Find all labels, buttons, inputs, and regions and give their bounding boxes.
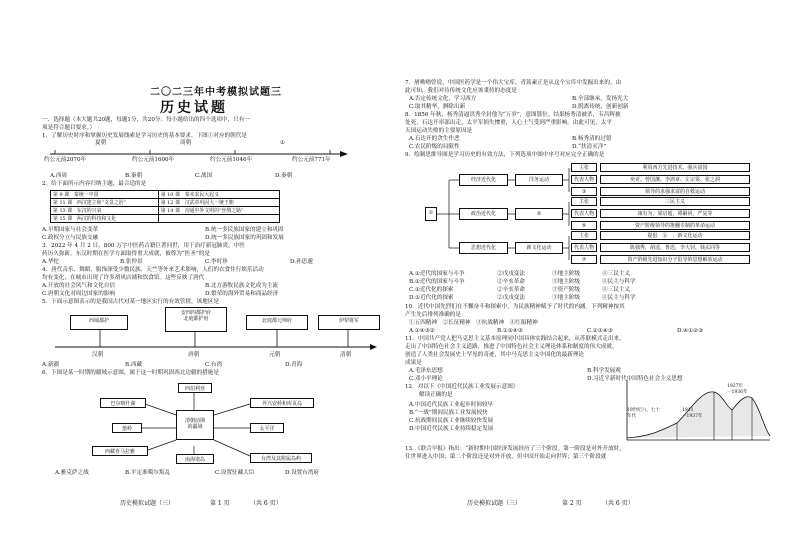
q2-cell: 第 9 课 秦统一中国: [51, 191, 159, 199]
q9-c-2: ②辛亥革命: [497, 287, 525, 293]
q9-d-2: ②戊戌变法: [497, 295, 525, 301]
q9-d-4: ④民主与科学: [602, 295, 636, 301]
map-node-taiwan: 台湾及其附属岛屿: [250, 453, 312, 463]
timeline-label-xia: 夏朝: [95, 140, 107, 146]
mind-row-text: 康有为，梁启超，谭嗣同，严复等: [600, 209, 750, 218]
question-10-line1: 10．近代中国先烈们在不懈奋斗和探索中，为民族精神赋予了时代的内涵。下列精神按其: [405, 304, 625, 310]
timeline-date-4: 约公元前771年: [292, 157, 331, 163]
q2-cell: 第 15 课 两汉的科技和文化: [51, 215, 159, 223]
q9-a-2: ②戊戌变法: [497, 271, 525, 277]
q5-era-han: 汉朝: [92, 352, 104, 358]
q1-option-a: A.西周: [50, 173, 68, 179]
right-page: [397, 0, 794, 560]
chart-label-3: 1927年 一1936年: [727, 384, 748, 395]
question-8-line3: 天国运动失败的主要原因是: [405, 128, 473, 134]
q5-option-a: A.新疆: [42, 362, 60, 368]
mind-row-text: 资产阶级先进知识分子倡导的思想解放运动: [600, 255, 750, 264]
mind-row-tag: 主张: [571, 197, 597, 206]
q1-option-d: D.秦朝: [275, 173, 293, 179]
q10-option-c: C.②①④③: [587, 328, 613, 334]
map-node-outer-xing-an: 外兴安岭和库页岛: [250, 398, 314, 408]
q9-c-1: C.①近代化的探索: [409, 287, 454, 293]
q4-option-c: C.唐朝文化对周边国家的影响: [42, 291, 115, 297]
q3-option-b: B.张仲景: [120, 259, 143, 265]
mind-branch-thought: 思想近代化: [459, 242, 508, 254]
q12-option-d: D.中国近代民族工业持续稳定发展: [409, 426, 494, 432]
left-footer-total: （共 6 页）: [250, 500, 282, 507]
question-10-line2: 产生先后排列准确的是: [405, 312, 461, 318]
mind-row-tag: ③: [571, 187, 597, 196]
timeline-date-2: 约公元前1600年: [132, 157, 175, 163]
mind-row-text: 利用西方先进技术，强兵富国: [600, 163, 750, 172]
q3-option-c: C.李时珍: [205, 259, 228, 265]
q5-box-ili-general: 伊犁将军: [318, 315, 380, 330]
q8-option-d: D.“扶清灭洋”: [572, 144, 607, 150]
q10-option-a: A.①④③②: [409, 328, 435, 334]
q10-option-d: D.④①②③: [677, 328, 704, 334]
mind-row-tag: 代表人物: [571, 243, 597, 252]
q8-option-b: B.杨秀清的过错: [572, 136, 612, 142]
q6-option-b: B.平定准噶尔叛乱: [125, 470, 171, 476]
q2-option-b: B.统一多民族国家的建立和巩固: [205, 227, 284, 233]
instructions-line2: 项是符合题目要求。）: [42, 125, 96, 131]
q6-option-d: D.设置台湾府: [285, 470, 320, 476]
q4-option-b: B.北方游牧民族文化成为主流: [205, 283, 279, 289]
q8-option-c: C.农民阶级的局限性: [409, 144, 460, 150]
q9-b-3: ③地主阶级: [552, 279, 580, 285]
q10-option-b: B.①②④③: [497, 328, 523, 334]
chart-label-1: 19世纪六、七十年代: [627, 408, 660, 419]
q5-box-western-regions: 西域都护: [70, 315, 128, 330]
q9-c-4: ④三民主义: [602, 287, 630, 293]
mind-branch-economy: 经济近代化: [459, 174, 508, 186]
q7-option-a: A.否定传统文化，学习西方: [409, 96, 477, 102]
q4-option-a: A.开放的社会风气和文化自信: [42, 283, 115, 289]
mind-row-text: 陈独秀，胡适，鲁迅，李大钊，钱玄同等: [600, 243, 750, 252]
map-node-pamir: 葱岭: [112, 423, 142, 433]
mind-row-text: 资产阶级领导的推翻专制的革命运动: [600, 221, 750, 230]
q6-option-c: C.设置驻藏大臣: [215, 470, 255, 476]
chart-label-2: 1911 一1937年: [682, 408, 703, 419]
q12-option-c: C.抗战期间民族工业继续较快发展: [409, 418, 494, 424]
q5-box-anxi-beiting: 安西四都护府 北庭都护府: [165, 307, 227, 332]
question-4-line2: 均有变化，在城市出现了许多胡风店铺和饮食馆。这些反映了唐代: [42, 275, 205, 281]
question-11-line2: 走出了中国特色社会主义道路，推进了中国特色社会主义理论体系和制度的伟大成就，: [405, 344, 618, 350]
q6-option-a: A.雅克萨之战: [55, 470, 89, 476]
question-11-line1: 11．中国共产党人把马克思主义基本原理同中国具体实践结合起来，从苏联模式走出来，: [405, 336, 625, 342]
left-footer-page: 第 1 页: [210, 500, 230, 507]
q2-cell: 第 11 课 西汉建立和“文景之治”: [51, 199, 159, 207]
q3-option-d: D.孙思邈: [290, 259, 313, 265]
q5-option-c: C.台湾: [205, 362, 223, 368]
q11-option-c: C.邓小平理论: [409, 376, 443, 382]
right-footer-total: （共 6 页）: [602, 500, 634, 507]
q9-a-1: A.①近代的国家与斗争: [409, 271, 465, 277]
mind-sub-blank-2: ②: [515, 208, 563, 220]
q2-option-d: D.统一多民族国家的巩固和发展: [205, 235, 284, 241]
q5-option-d: D.青海: [285, 362, 303, 368]
timeline-label-blank: ①: [280, 140, 286, 146]
q9-a-3: ③地主阶级: [552, 271, 580, 277]
map-node-south-sea: 南海诸岛: [176, 454, 214, 464]
q11-option-d: D.习近平新时代中国特色社会主义思想: [587, 376, 683, 382]
right-footer-title: 历史模拟试题（三）: [467, 500, 522, 507]
mind-row-tag: 代表人物: [571, 175, 597, 184]
q9-b-4: ④民主与科学: [602, 279, 636, 285]
q12-option-b: B.“一战”期间民族工业发展较快: [409, 410, 488, 416]
question-9: 9．绘制思维导图是学习历史的有效方法，下列选项中图中序号对应完全正确的是: [405, 152, 605, 158]
q9-a-4: ④三民主义: [602, 271, 630, 277]
question-12-line2: 解读正确的是: [419, 392, 453, 398]
question-11-line4: 成果是: [405, 360, 422, 366]
q9-c-3: ③资产阶级: [552, 287, 580, 293]
map-center-qing-territory: 清朝前期 的疆域: [176, 410, 214, 440]
q7-option-d: D.脱离传统，创新创新: [572, 104, 629, 110]
q1-option-c: C.战国: [195, 173, 213, 179]
q8-option-a: A.石达开的贪生作恶: [409, 136, 460, 142]
q5-era-yuan: 元朝: [269, 352, 281, 358]
q11-option-b: B.科学发展观: [587, 368, 621, 374]
q9-b-1: B.①近代的国家与斗争: [409, 279, 465, 285]
mind-row-text: 提倡 ⑥ ，新文化运动: [600, 231, 750, 240]
mind-row-tag: 主张: [571, 163, 597, 172]
question-11-line3: 创造了人类社会发展史上罕见的奇迹，其中马克思主义中国化的最新理论: [405, 352, 585, 358]
q2-cell: 第 14 课 沟通中外文明的“丝绸之路”: [158, 207, 279, 215]
question-4-line1: 4．唐代音乐、舞蹈、服饰深受少数民族、天竺等外来艺术影响，人们的衣食住行娱乐活动: [42, 267, 264, 273]
q3-option-a: A.华佗: [42, 259, 60, 265]
map-node-siberia: 西伯利亚: [178, 383, 212, 393]
mind-row-tag: ⑦: [571, 255, 597, 264]
q2-option-a: A.早期国家与社会变革: [42, 227, 99, 233]
q2-cell: 第 12 课 汉武帝巩固大一统王朝: [158, 199, 279, 207]
question-6: 6．下图是某一时期的疆域示意图，属于这一时期巩固西北边疆的措施是: [42, 370, 219, 376]
question-13-line2: 往世界进入中国；第二个阶段还是对外开放，但中国开始走向世界；第三个阶段就: [405, 454, 607, 460]
q5-era-qing: 清朝: [340, 352, 352, 358]
mind-sub-new-culture: 新文化运动: [515, 242, 563, 254]
q7-option-b: B.全部继承，发扬光大: [572, 96, 629, 102]
q7-option-c: C.取其精华，摒除出新: [409, 104, 466, 110]
mind-row-text: 领导的求强求富的自救运动: [600, 187, 750, 196]
question-7-line2: 此可知，我们对待传统文化应该秉持的态度是: [405, 88, 517, 94]
map-node-himalaya: 西藏喜马拉雅: [92, 446, 148, 456]
question-5: 5．下面示意图表示的是我国古代对某一地区实行的有效管辖，该地区是: [42, 299, 219, 305]
q9-d-1: D.①近代化的探索: [409, 295, 454, 301]
timeline-label-shang: 商朝: [180, 140, 192, 146]
exam-title: 二〇二三年中考模拟试题三: [150, 87, 282, 98]
map-node-pacific: 太平洋: [250, 423, 284, 433]
question-3-line2: 药历久弥新。东汉时期在医学方面取得重大成就，被尊为“医圣”的是: [42, 251, 210, 257]
q11-option-a: A.毛泽东思想: [409, 368, 443, 374]
q4-option-d: D.繁荣的海外贸易和商品经济: [205, 291, 279, 297]
subject-title: 历史试题: [160, 100, 228, 116]
question-13-line1: 13．《联合早报》指出：“新时期中国经济发展经历了三个阶段。第一阶段是对外开放时，: [405, 446, 625, 452]
q12-option-a: A.中国近代民族工业起步时间较早: [409, 402, 494, 408]
mind-row-text: 奕䜣、曾国藩、李鸿章、左宗棠、张之洞: [600, 175, 750, 184]
q2-cell: 第 13 课 东汉的兴衰: [51, 207, 159, 215]
mind-row-text: 三民主义: [600, 197, 750, 206]
timeline-date-1: 约公元前2070年: [44, 157, 87, 163]
q2-option-c: C.政权分立与民族交融: [42, 235, 99, 241]
question-12-line1: 12．对以下《中国近代民族工业发展示意图》: [405, 384, 519, 390]
mind-root: ①: [425, 207, 437, 221]
question-1: 1．了解历史时序和掌握历史发展线索是学习历史的基本要求。下图①对应的朝代是: [42, 133, 247, 139]
q10-items: ①五四精神 ②长征精神 ③抗战精神 ④红船精神: [409, 320, 538, 326]
question-8-line1: 8．1856 年秋，杨秀清逼洪秀全封他为“万岁”，意图篡位。结果杨秀清被杀，韦昌辉被: [405, 112, 621, 118]
q5-option-b: B.西藏: [125, 362, 143, 368]
mind-sub-westernization: 洋务运动: [515, 174, 563, 186]
mind-branch-politics: 政治近代化: [459, 208, 508, 220]
question-7-line1: 7．屠呦呦曾说，中国医药学是一个伟大宝库，青蒿素正是从这个宝库中发掘出来的。由: [405, 80, 622, 86]
right-footer-page: 第 2 页: [562, 500, 582, 507]
q9-d-3: ③地主阶级: [552, 295, 580, 301]
left-footer-title: 历史模拟试题（三）: [120, 500, 175, 507]
mind-row-tag: 代表人物: [571, 209, 597, 218]
q5-era-tang: 唐朝: [188, 352, 200, 358]
question-8-line2: 处死，石达开率部出走，太平军损失惨重，人心士气受到严重影响。由此可见，太平: [405, 120, 612, 126]
q9-b-2: ②辛亥革命: [497, 279, 525, 285]
question-3-line1: 3．2022 年 4 月 2 日，800 万字中医药古籍巨著问世，用于治疗新冠肺炎，中医: [42, 243, 245, 249]
q2-cell: 第 10 课 秦末农民大起义: [158, 191, 279, 199]
q1-option-b: B.秦朝: [125, 173, 143, 179]
mind-row-tag: ⑤: [571, 221, 597, 230]
q5-box-beiting-yuanshuai: 北庭都元帅府: [246, 315, 308, 330]
map-node-balkhash: 巴尔喀什湖: [100, 398, 146, 408]
question-2: 2．给下面所示内容归纳主题，最合适的是: [42, 181, 147, 187]
timeline-date-3: 约公元前1046年: [210, 157, 253, 163]
mind-row-tag: 主张: [571, 231, 597, 240]
instructions-line1: 一、选择题（本大题共20题，每题1分，共20分。每小题给出的四个选项中，只有一: [42, 117, 250, 123]
